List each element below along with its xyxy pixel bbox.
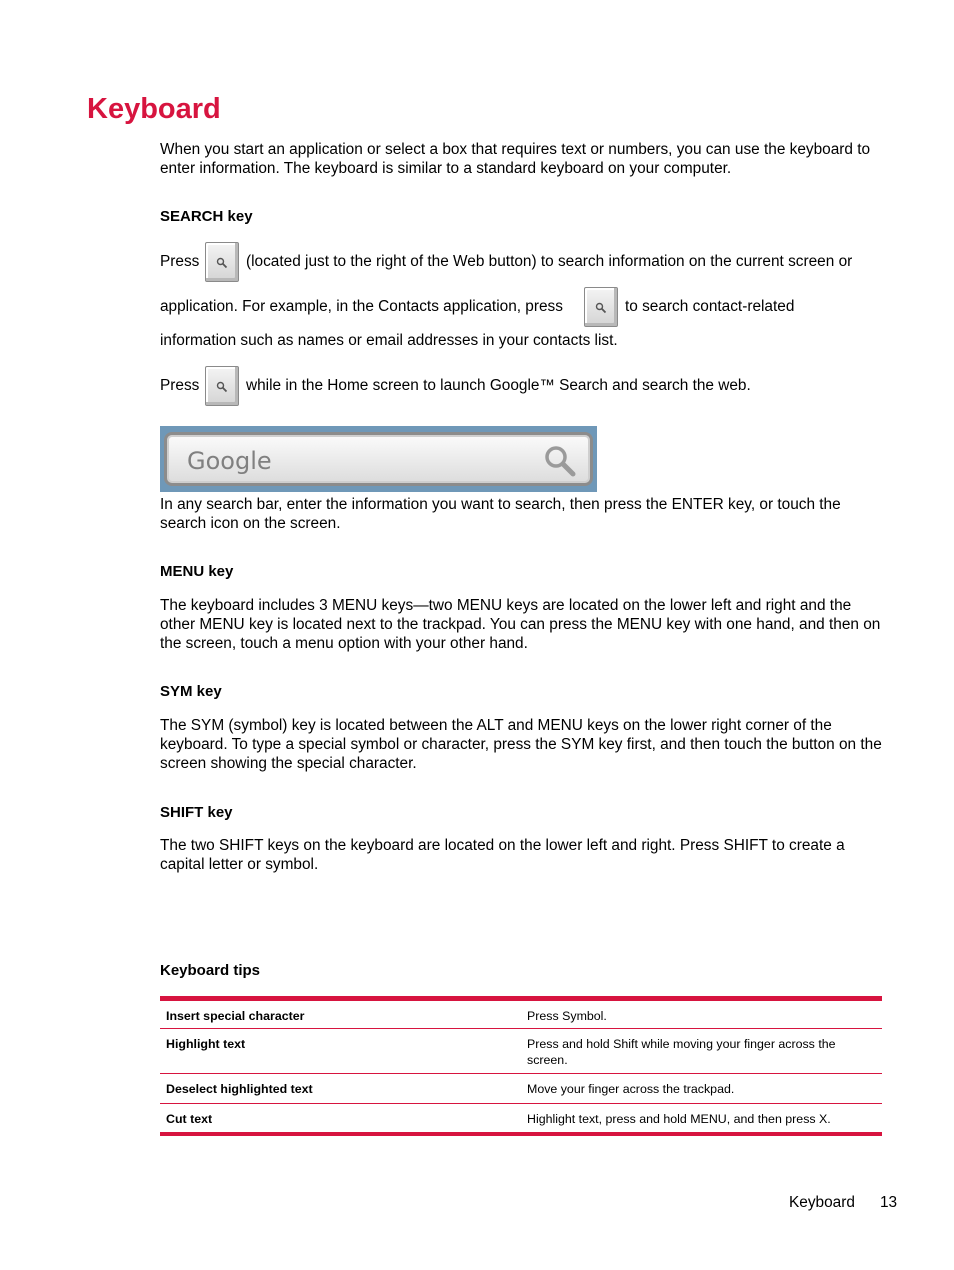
tip-action: Highlight text xyxy=(160,1029,521,1074)
search-key-icon xyxy=(584,287,618,327)
search-line3: information such as names or email addresses in your contacts list. xyxy=(160,332,618,349)
google-search-bar-image xyxy=(160,426,597,492)
footer-page-number: 13 xyxy=(880,1194,898,1211)
search-key-icon xyxy=(205,366,239,406)
search-line2-pre: application. For example, in the Contacts application, press xyxy=(160,298,563,315)
intro-paragraph: When you start an application or select a box that requires text or numbers, you can use the keyboard to enter information. The keyboard is similar to a standard keyboard on your computer. xyxy=(160,141,871,177)
tip-description: Press and hold Shift while moving your finger across the screen. xyxy=(521,1029,882,1074)
search-bar-field xyxy=(164,432,593,486)
keyboard-tips-table xyxy=(160,996,882,1136)
tip-action: Cut text xyxy=(160,1104,521,1134)
sym-key-heading: SYM key xyxy=(160,683,222,700)
footer-section: Keyboard xyxy=(789,1194,855,1211)
search-line4-post: while in the Home screen to launch Google™ Search and search the web. xyxy=(246,377,751,394)
search-line1-post: (located just to the right of the Web button) to search information on the current screen or xyxy=(246,253,853,270)
tip-action: Insert special character xyxy=(166,1009,305,1023)
menu-key-heading: MENU key xyxy=(160,563,234,580)
search-bar-paragraph: In any search bar, enter the information you want to search, then press the ENTER key, or touch the search icon on the screen. xyxy=(160,496,841,532)
table-row xyxy=(160,1029,882,1074)
page-title: Keyboard xyxy=(87,93,221,125)
tip-action: Deselect highlighted text xyxy=(160,1074,521,1104)
search-key-icon xyxy=(205,242,239,282)
table-row xyxy=(160,1074,882,1104)
search-line1-pre: Press xyxy=(160,253,200,270)
search-bar-label: Google xyxy=(187,447,272,475)
shift-key-heading: SHIFT key xyxy=(160,804,233,821)
keyboard-tips-heading: Keyboard tips xyxy=(160,962,261,979)
sym-key-paragraph: The SYM (symbol) key is located between the ALT and MENU keys on the lower right corner of the keyboard. To type a special symbol or character, press the SYM key first, and then touch the button on the screen showing the special character. xyxy=(160,717,882,772)
search-line4-pre: Press xyxy=(160,377,200,394)
table-row xyxy=(160,999,882,1029)
shift-key-paragraph: The two SHIFT keys on the keyboard are located on the lower left and right. Press SHIFT to create a capital letter or symbol. xyxy=(160,837,845,873)
tip-description: Highlight text, press and hold MENU, and then press X. xyxy=(521,1104,882,1134)
tip-description: Press Symbol. xyxy=(527,1009,607,1023)
table-row xyxy=(160,1104,882,1134)
search-line2-post: to search contact-related xyxy=(625,298,795,315)
tip-description: Move your finger across the trackpad. xyxy=(521,1074,882,1104)
menu-key-paragraph: The keyboard includes 3 MENU keys—two MENU keys are located on the lower left and right and the other MENU key is located next to the trackpad. You can press the MENU key with one hand, and then on the screen, touch a menu option with your other hand. xyxy=(160,597,881,652)
search-key-heading: SEARCH key xyxy=(160,208,253,225)
magnifier-icon xyxy=(542,443,578,479)
